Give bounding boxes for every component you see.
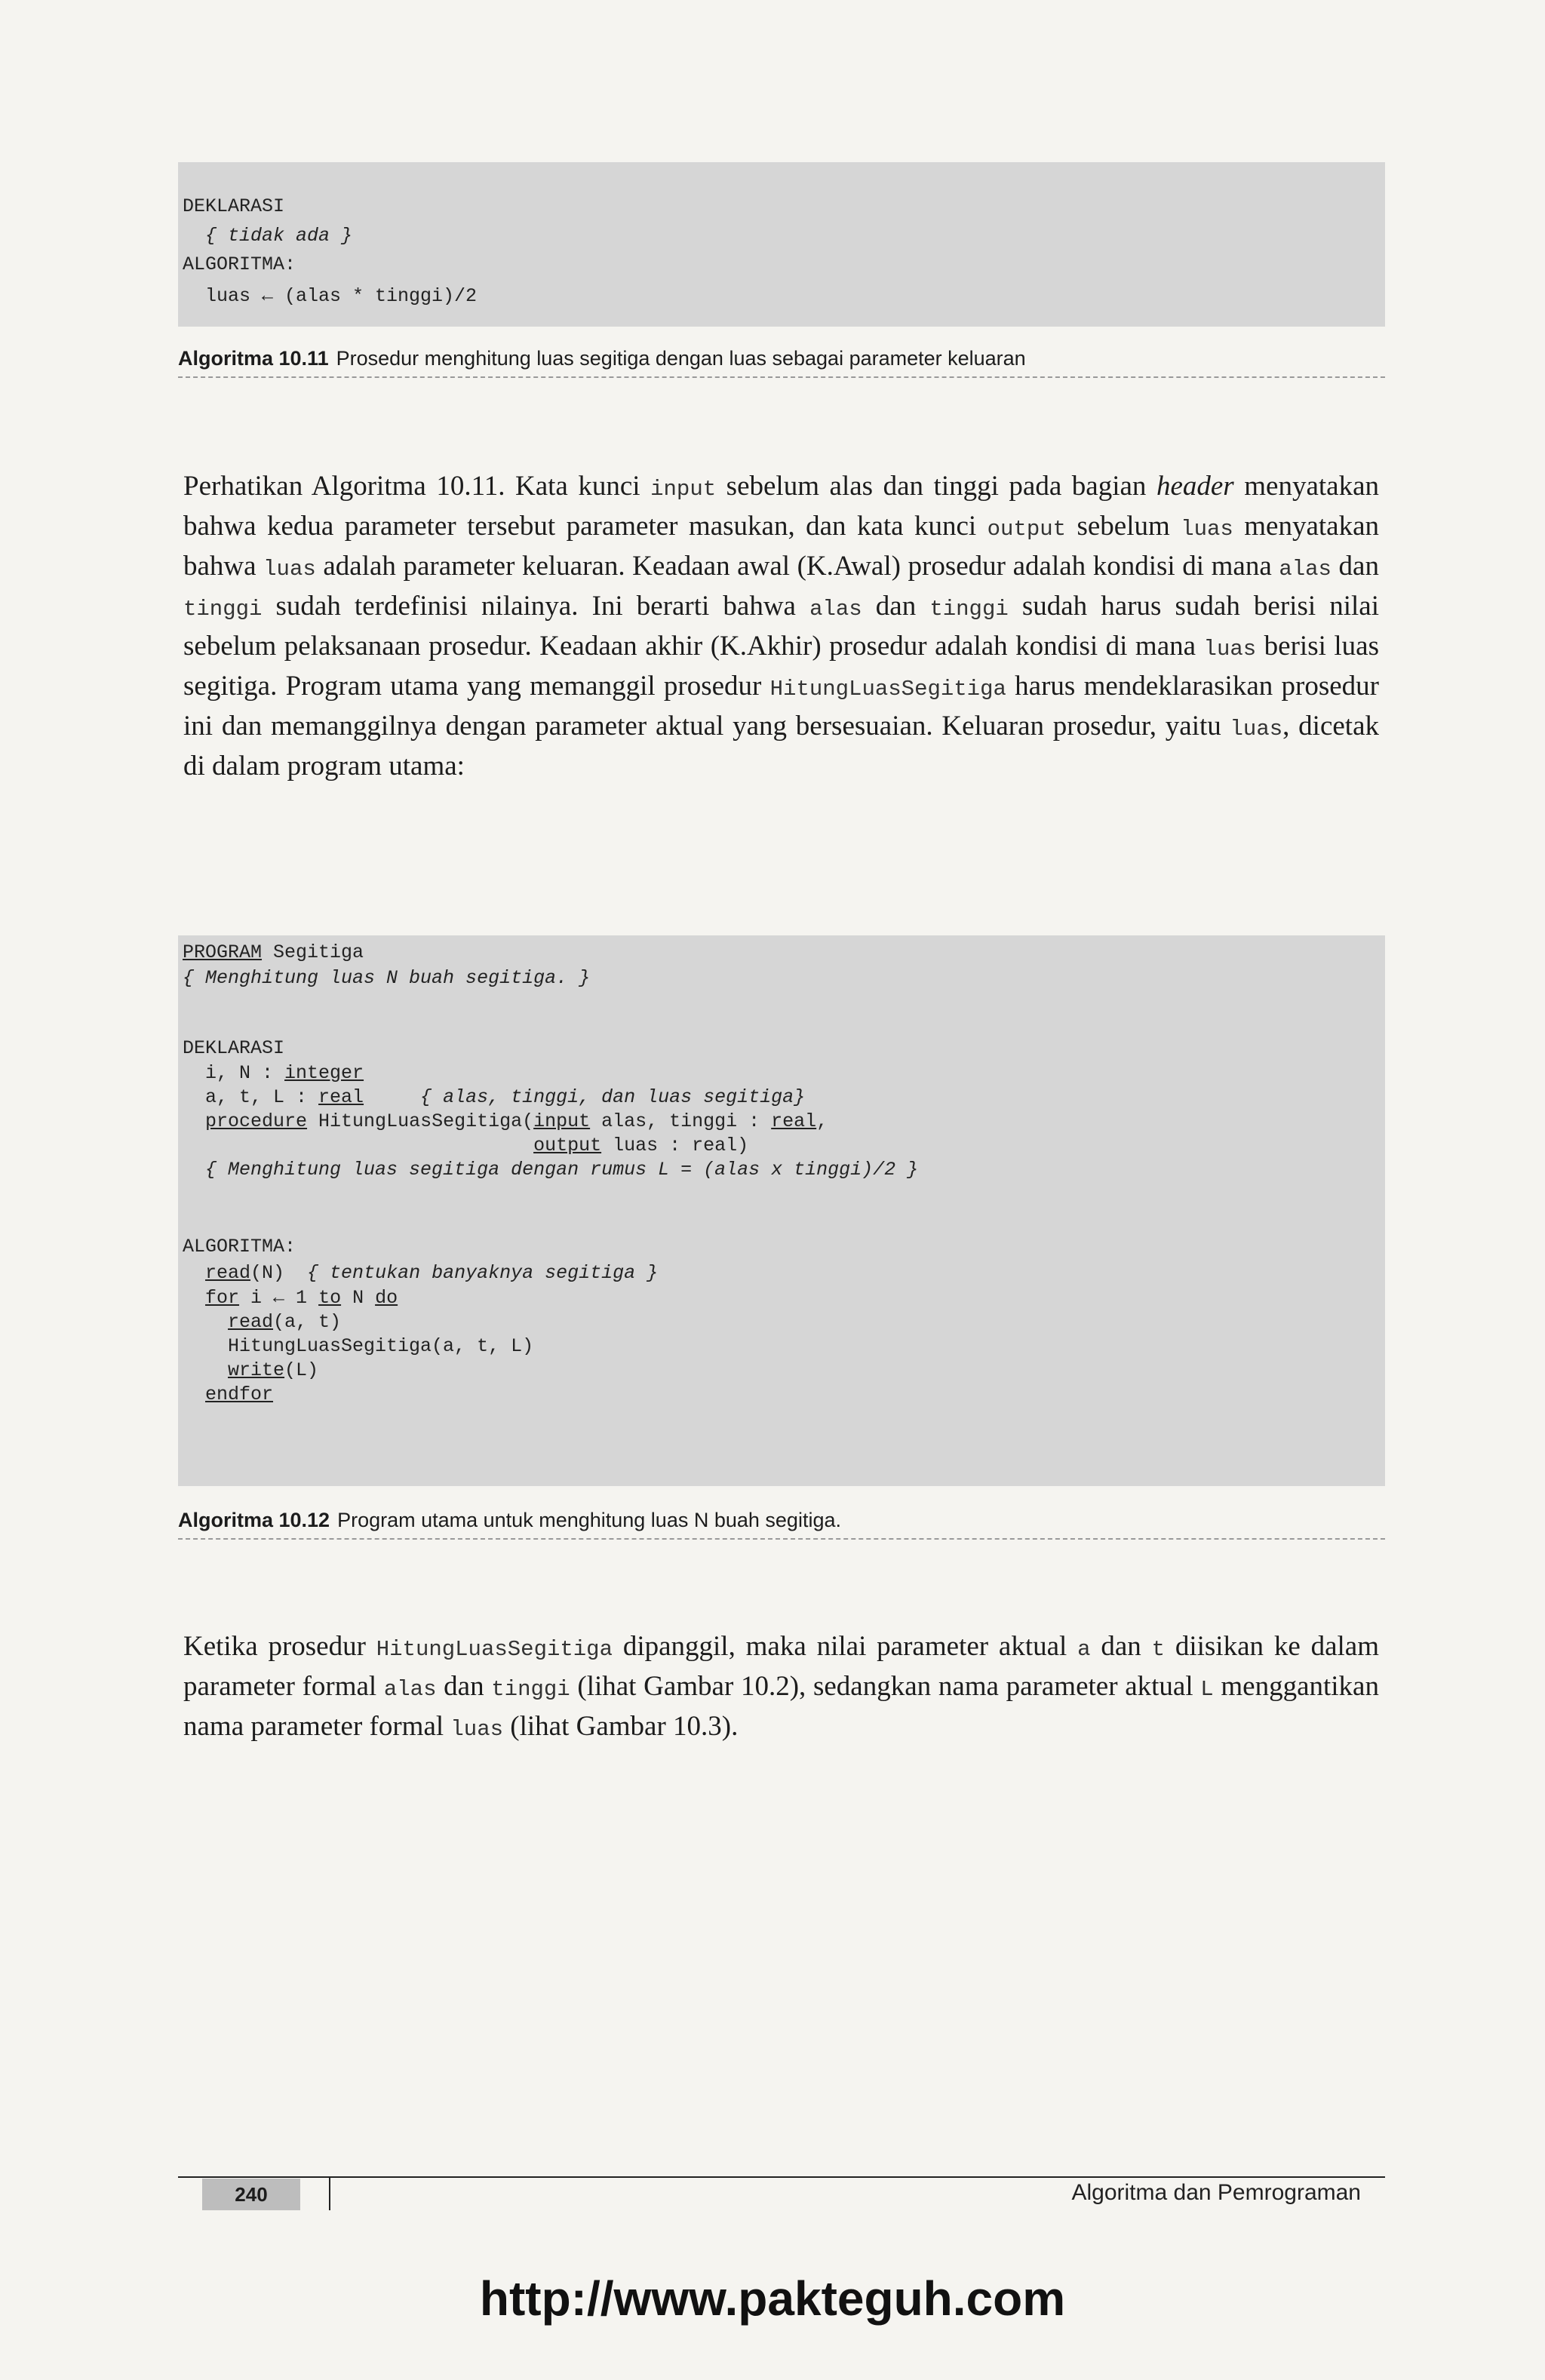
footer-rule	[178, 2176, 1385, 2178]
code-line: for i ← 1 to N do	[205, 1287, 398, 1309]
watermark-url: http://www.pakteguh.com	[479, 2271, 1066, 2326]
code-line: { tidak ada }	[183, 225, 353, 247]
code-line: { Menghitung luas segitiga dengan rumus L = (alas x tinggi)/2 }	[183, 1159, 919, 1181]
footer-book-title: Algoritma dan Pemrograman	[1071, 2180, 1361, 2205]
code-line: ALGORITMA:	[183, 1236, 296, 1258]
code-line: luas ← (alas * tinggi)/2	[183, 285, 478, 307]
page-number: 240	[202, 2179, 300, 2210]
body-paragraph-2: Ketika prosedur HitungLuasSegitiga dipanggil, maka nilai parameter aktual a dan t diisikan ke dalam parameter formal alas dan tinggi (lihat Gambar 10.2), sedangkan nama parameter aktual L menggantikan nama parameter formal luas (lihat Gambar 10.3).	[183, 1631, 1379, 1742]
caption-label: Algoritma 10.12	[178, 1509, 330, 1531]
code-line: { Menghitung luas N buah segitiga. }	[183, 967, 591, 989]
caption-algoritma-10-11	[178, 347, 1385, 378]
code-line: read(N) { tentukan banyaknya segitiga }	[205, 1262, 659, 1284]
code-line: procedure HitungLuasSegitiga(input alas, tinggi : real,	[205, 1110, 828, 1132]
code-line: DEKLARASI	[183, 195, 285, 217]
code-line: endfor	[205, 1383, 274, 1405]
code-line: i, N : integer	[183, 1062, 364, 1084]
caption-text: Prosedur menghitung luas segitiga dengan luas sebagai parameter keluaran	[336, 347, 1026, 370]
caption-text: Program utama untuk menghitung luas N buah segitiga.	[337, 1509, 841, 1531]
footer-divider	[329, 2177, 330, 2210]
code-line: PROGRAM Segitiga	[183, 941, 364, 963]
caption-label: Algoritma 10.11	[178, 347, 329, 370]
code-line: write(L)	[228, 1359, 319, 1381]
code-line: HitungLuasSegitiga(a, t, L)	[183, 1335, 534, 1357]
code-line: ALGORITMA:	[183, 253, 296, 275]
code-line: DEKLARASI	[183, 1037, 285, 1059]
code-block-algoritma-10-12	[178, 935, 1385, 1486]
code-line: read(a, t)	[228, 1311, 342, 1333]
code-line: a, t, L : real { alas, tinggi, dan luas segitiga}	[183, 1086, 806, 1108]
code-block-algoritma-10-11	[178, 162, 1385, 327]
caption-algoritma-10-12	[178, 1509, 1385, 1540]
code-line: output luas : real)	[533, 1135, 749, 1156]
body-paragraph-1: Perhatikan Algoritma 10.11. Kata kunci input sebelum alas dan tinggi pada bagian header menyatakan bahwa kedua parameter tersebut parameter masukan, dan kata kunci output sebelum luas menyatakan bahwa luas adalah parameter keluaran. Keadaan awal (K.Awal) prosedur adalah kondisi di mana alas dan tinggi sudah terdefinisi nilainya. Ini berarti bahwa alas dan tinggi sudah harus sudah berisi nilai sebelum pelaksanaan prosedur. Keadaan akhir (K.Akhir) prosedur adalah kondisi di mana luas berisi luas segitiga. Program utama yang memanggil prosedur HitungLuasSegitiga harus mendeklarasikan prosedur ini dan memanggilnya dengan parameter aktual yang bersesuaian. Keluaran prosedur, yaitu luas, dicetak di dalam program utama:	[183, 471, 1380, 782]
